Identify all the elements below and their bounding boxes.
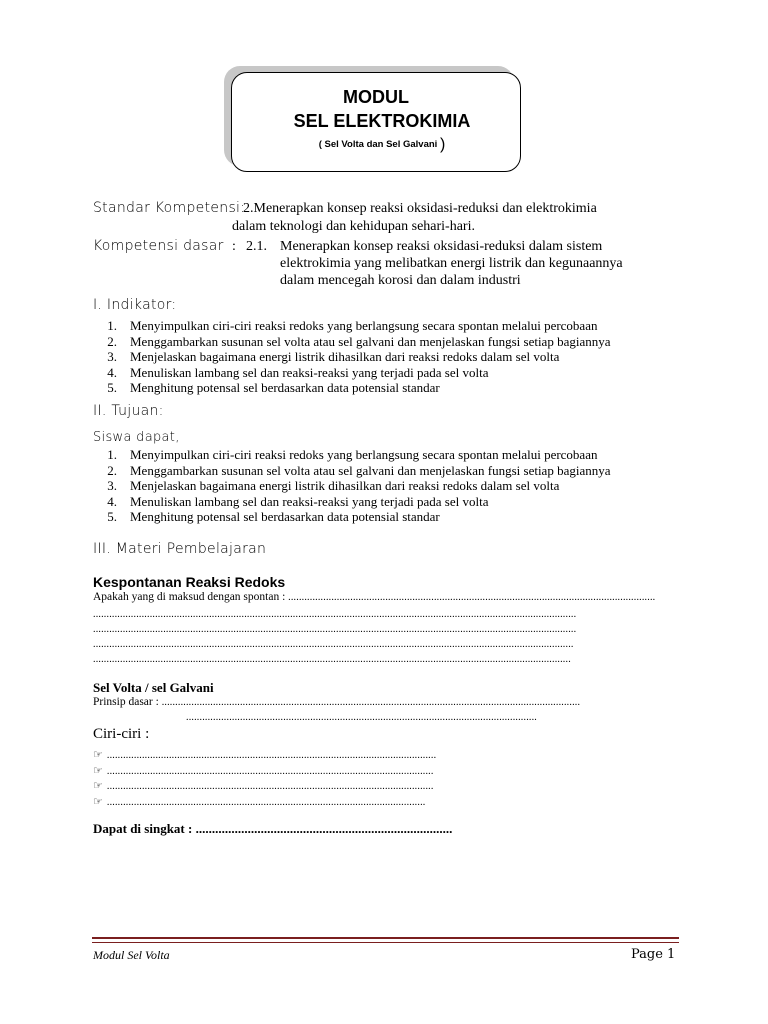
prinsip-line (93, 696, 673, 708)
standar-line-1: 2.Menerapkan konsep reaksi oksidasi-reduksi dan elektrokimia (243, 201, 597, 216)
title-line-1: MODUL (343, 87, 409, 107)
volta-heading: Sel Volta / sel Galvani (93, 680, 214, 695)
title-line-2: SEL ELEKTROKIMIA (293, 111, 471, 131)
pointing-hand-icon: ☞ (93, 795, 103, 808)
footer-title: Modul Sel Volta (93, 948, 170, 962)
tujuan-intro: Siswa dapat, (93, 430, 180, 445)
prinsip-dots: ........................................................................................................................................................... (161, 697, 581, 708)
kompetensi-number: 2.1. (246, 239, 267, 254)
list-item: 2. Menggambarkan susunan sel volta atau sel galvani dan menjelaskan fungsi setiap bagiannya (107, 333, 611, 349)
footer-rule-thin (92, 942, 679, 943)
materi-heading: III. Materi Pembelajaran (93, 541, 267, 557)
spontan-dotline-1: ................................................................................................................................................................................... (93, 609, 577, 620)
tujuan-heading: II. Tujuan: (93, 403, 164, 419)
list-item: 5. Menghitung potensal sel berdasarkan data potensial standar (107, 509, 440, 524)
standar-line-2: dalam teknologi dan kehidupan sehari-hari. (232, 219, 475, 234)
list-item: 3. Menjelaskan bagaimana energi listrik dihasilkan dari reaksi redoks dalam sel volta (107, 349, 560, 364)
pointing-hand-icon: ☞ (93, 780, 103, 792)
list-item: ☞ .......................................................................................................................... (93, 749, 437, 761)
prinsip-dotline-2: .................................................................................................................................. (186, 712, 537, 723)
spontan-dotline-2: ................................................................................................................................................................................... (93, 624, 577, 635)
kompetensi-line-1: Menerapkan konsep reaksi oksidasi-reduksi dalam sistem (280, 239, 603, 254)
title-subtitle (231, 136, 533, 154)
list-item: 4. Menuliskan lambang sel dan reaksi-reaksi yang terjadi pada sel volta (107, 364, 489, 380)
pointing-hand-icon: ☞ (93, 764, 103, 777)
standar-label: Standar Kompetensi: (93, 200, 246, 216)
pointing-hand-icon: ☞ (93, 749, 103, 761)
spontan-dotline-4: ................................................................................................................................................................................. (93, 654, 571, 665)
spontan-question (93, 591, 655, 603)
list-item: ☞ ......................................................................................................................... (93, 780, 434, 792)
list-item: 5. Menghitung potensal sel berdasarkan data potensial standar (107, 380, 440, 395)
list-item: 1. Menyimpulkan ciri-ciri reaksi redoks yang berlangsung secara spontan melalui percobaan (107, 447, 598, 462)
list-item: 3. Menjelaskan bagaimana energi listrik dihasilkan dari reaksi redoks dalam sel volta (107, 478, 560, 493)
title-subtitle-text: ( Sel Volta dan Sel Galvani (318, 139, 438, 150)
title-subtitle-close: ) (439, 136, 446, 153)
page-number: Page 1 (631, 947, 676, 962)
kompetensi-line-2: elektrokimia yang melibatkan energi listrik dan kegunaannya (280, 256, 623, 271)
singkat-line (93, 821, 452, 837)
kompetensi-label: Kompetensi dasar (93, 238, 224, 254)
list-item: ☞ ......................................................................................................................... (93, 764, 434, 777)
spontan-question-dots: ........................................................................................................................................ (288, 592, 656, 603)
materi-subheading: Kespontanan Reaksi Redoks (93, 574, 286, 590)
prinsip-label: Prinsip dasar : (93, 696, 159, 708)
list-item: 1. Menyimpulkan ciri-ciri reaksi redoks yang berlangsung secara spontan melalui percobaan (107, 318, 598, 333)
indikator-heading: I. Indikator: (93, 297, 177, 313)
kompetensi-line-3: dalam mencegah korosi dan dalam industri (280, 273, 521, 288)
kompetensi-colon: : (232, 239, 236, 254)
list-item: ☞ ...................................................................................................................... (93, 795, 426, 808)
ciri-heading: Ciri-ciri : (93, 726, 150, 742)
list-item: 2. Menggambarkan susunan sel volta atau sel galvani dan menjelaskan fungsi setiap bagiannya (107, 462, 611, 478)
singkat-dots: ............................................................................... (195, 821, 453, 836)
spontan-question-text: Apakah yang di maksud dengan spontan : (93, 591, 286, 603)
singkat-label: Dapat di singkat : (93, 821, 193, 836)
footer-rule-thick (92, 937, 679, 939)
spontan-dotline-3: .................................................................................................................................................................................. (93, 639, 574, 650)
list-item: 4. Menuliskan lambang sel dan reaksi-reaksi yang terjadi pada sel volta (107, 493, 489, 509)
